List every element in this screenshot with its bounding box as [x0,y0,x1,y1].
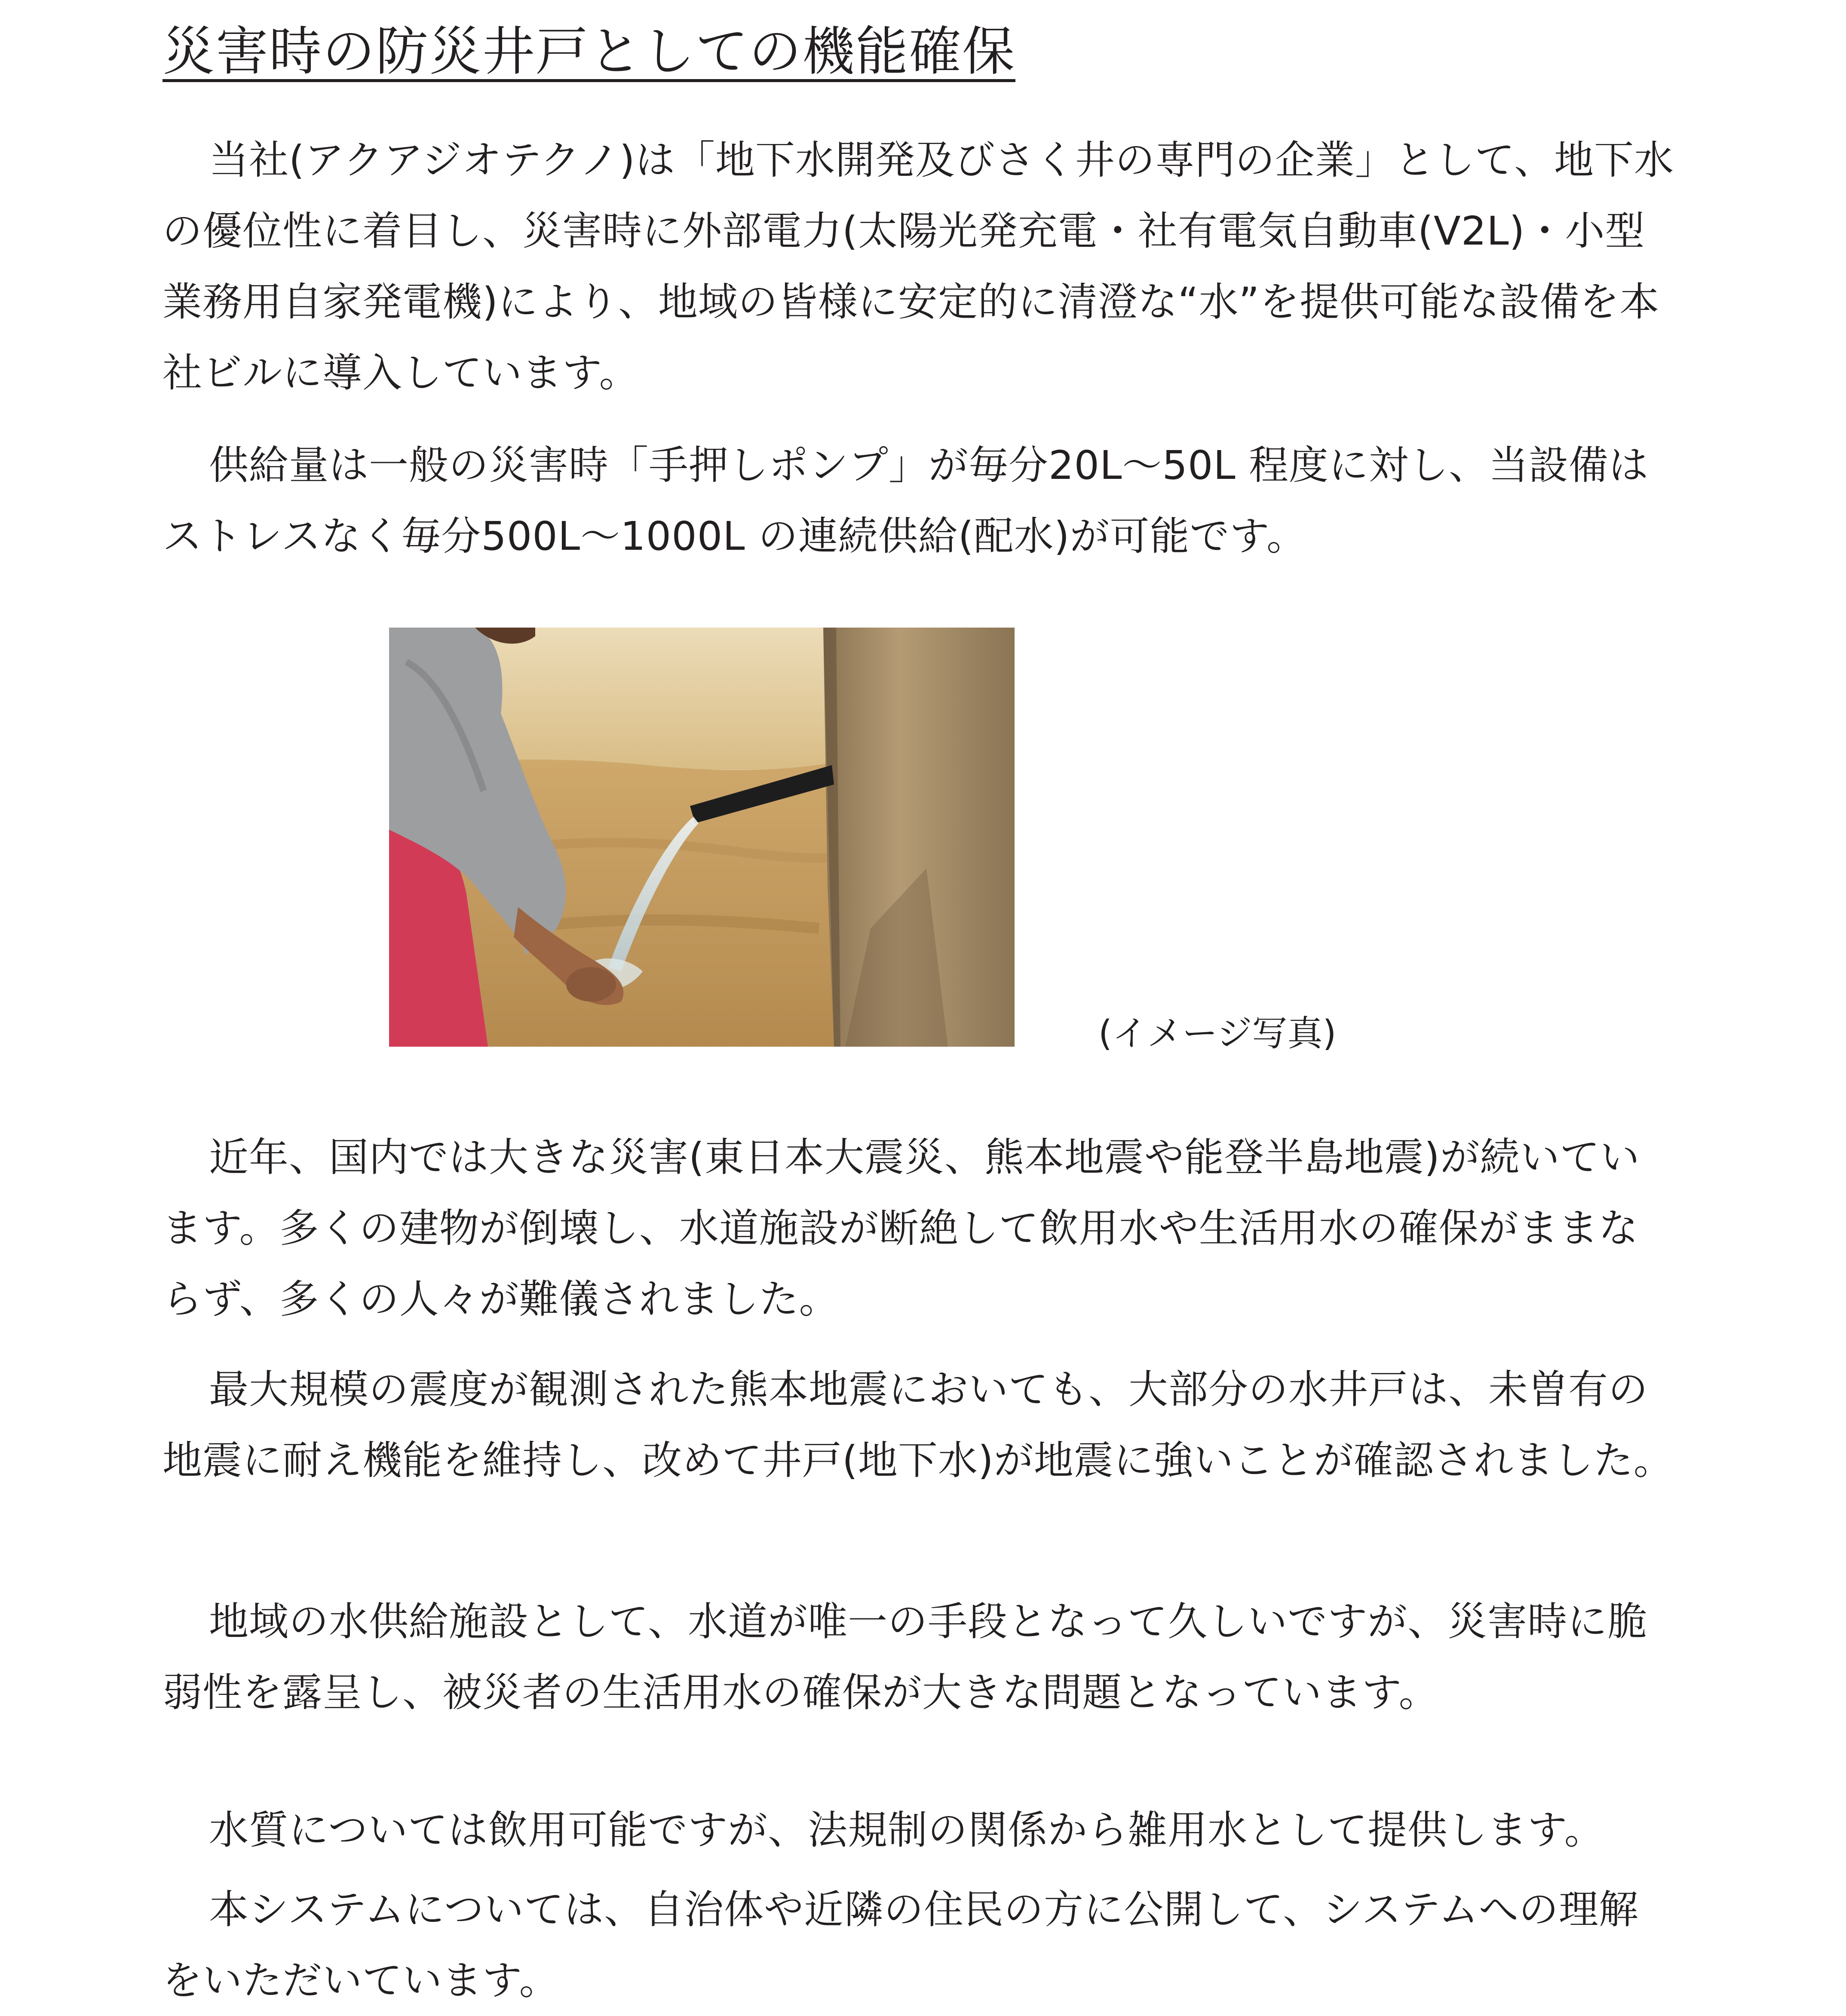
paragraph-water-quality: 水質については飲用可能ですが、法規制の関係から雑用水として提供します。 [209,1807,1604,1853]
photo-illustration [389,628,1015,1047]
child-hands [566,967,616,1002]
paragraph-vulnerability: 地域の水供給施設として、水道が唯一の手段となって久しいですが、災害時に脆弱性を露呈し、被災者の生活用水の確保が大きな問題となっています。 [163,1599,1648,1716]
photo-caption: (イメージ写真) [1098,1013,1337,1054]
paragraph-disasters: 近年、国内では大きな災害(東日本大震災、熊本地震や能登半島地震)が続いています。多くの建物が倒壊し、水道施設が断絶して飲用水や生活用水の確保がままならず、多くの人々が難儀されました。 [163,1134,1640,1322]
paragraph-public-access: 本システムについては、自治体や近隣の住民の方に公開して、システムへの理解をいただいています。 [163,1887,1639,2004]
paragraph-kumamoto: 最大規模の震度が観測された熊本地震においても、大部分の水井戸は、未曽有の地震に耐え機能を維持し、改めて井戸(地下水)が地震に強いことが確認されました。 [163,1366,1674,1483]
well-water-photo [389,628,1015,1047]
page-title: 災害時の防災井戸としての機能確保 [163,21,1015,82]
paragraph-intro: 当社(アクアジオテクノ)は「地下水開発及びさく井の専門の企業」として、地下水の優位性に着目し、災害時に外部電力(太陽光発充電・社有電気自動車(V2L)・小型業務用自家発電機)により、地域の皆様に安定的に清澄な“水”を提供可能な設備を本社ビルに導入しています。 [163,137,1674,396]
paragraph-supply: 供給量は一般の災害時「手押しポンプ」が毎分20L〜50L 程度に対し、当設備はストレスなく毎分500L〜1000L の連続供給(配水)が可能です。 [163,442,1649,559]
